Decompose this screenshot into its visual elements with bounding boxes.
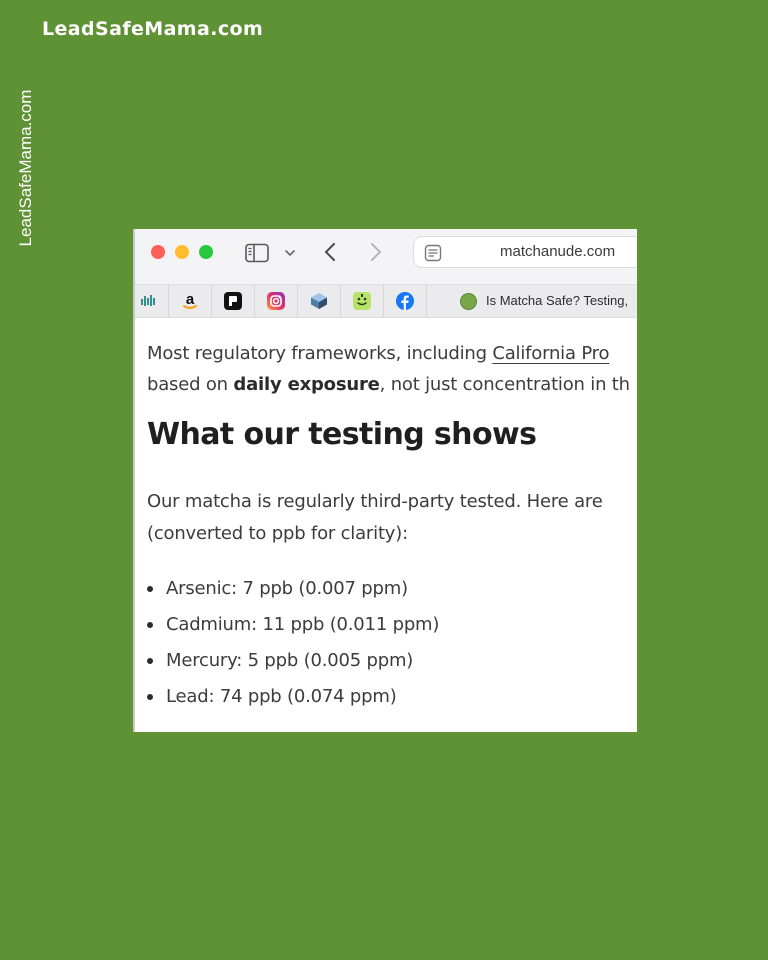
- svg-text:a: a: [185, 291, 195, 308]
- page-menu-icon[interactable]: [424, 244, 442, 262]
- bullet: [147, 658, 153, 664]
- result-text: Cadmium: 11 ppb (0.011 ppm): [166, 614, 440, 635]
- pinned-tab-amazon[interactable]: [169, 285, 212, 317]
- address-bar[interactable]: [413, 236, 637, 268]
- testing-line-2: (converted to ppb for clarity):: [147, 523, 408, 544]
- testing-paragraph: [147, 486, 603, 550]
- regulatory-line-2: [147, 369, 630, 400]
- list-item-arsenic: [147, 576, 439, 612]
- tab-title: Is Matcha Safe? Testing,: [486, 293, 629, 308]
- list-item-lead: [147, 684, 439, 720]
- waveform-icon: [139, 291, 159, 311]
- bullet: [147, 622, 153, 628]
- pinned-tab-app[interactable]: [212, 285, 255, 317]
- minimize-window-button[interactable]: [175, 245, 189, 259]
- tab-bar: [135, 284, 637, 318]
- zoom-window-button[interactable]: [199, 245, 213, 259]
- cube-icon: [309, 291, 329, 311]
- regulatory-paragraph: [147, 338, 630, 400]
- result-text: Lead: 74 ppb (0.074 ppm): [166, 686, 397, 707]
- brand-watermark-top: LeadSafeMama.com: [42, 18, 264, 40]
- close-window-button[interactable]: [151, 245, 165, 259]
- pinned-tab-cube[interactable]: [298, 285, 341, 317]
- app-icon: [223, 291, 243, 311]
- result-text: Mercury: 5 ppb (0.005 ppm): [166, 650, 414, 671]
- instagram-icon: [266, 291, 286, 311]
- test-results-list: [147, 576, 439, 720]
- list-item-mercury: [147, 648, 439, 684]
- regulatory-text-2: based on: [147, 374, 234, 395]
- regulatory-text-1: Most regulatory frameworks, including: [147, 343, 493, 364]
- pinned-tab-facebook[interactable]: [384, 285, 427, 317]
- list-item-cadmium: [147, 612, 439, 648]
- facebook-icon: [395, 291, 415, 311]
- section-heading: What our testing shows: [147, 417, 537, 452]
- pinned-tab-smiley[interactable]: [341, 285, 384, 317]
- site-favicon-icon: [460, 293, 477, 310]
- regulatory-text-3: , not just concentration in th: [379, 374, 630, 395]
- daily-exposure-emphasis: daily exposure: [233, 374, 380, 395]
- result-text: Arsenic: 7 ppb (0.007 ppm): [166, 578, 408, 599]
- forward-button[interactable]: [365, 241, 385, 263]
- amazon-icon: [180, 291, 200, 311]
- back-button[interactable]: [321, 241, 341, 263]
- california-prop-link[interactable]: California Pro: [492, 343, 610, 364]
- smiley-icon: [352, 291, 372, 311]
- bullet: [147, 694, 153, 700]
- brand-watermark-side: LeadSafeMama.com: [16, 89, 35, 247]
- browser-window: [133, 229, 637, 732]
- testing-line-1: Our matcha is regularly third-party tested. Here are: [147, 491, 603, 512]
- address-text: matchanude.com: [500, 243, 616, 260]
- tab-matcha-article[interactable]: [432, 285, 637, 317]
- chevron-down-icon[interactable]: [283, 245, 297, 259]
- bullet: [147, 586, 153, 592]
- browser-toolbar: [135, 229, 637, 284]
- pinned-tab-waveform[interactable]: [133, 285, 169, 317]
- sidebar-toggle-icon[interactable]: [245, 243, 269, 263]
- pinned-tab-instagram[interactable]: [255, 285, 298, 317]
- regulatory-line-1: [147, 338, 630, 369]
